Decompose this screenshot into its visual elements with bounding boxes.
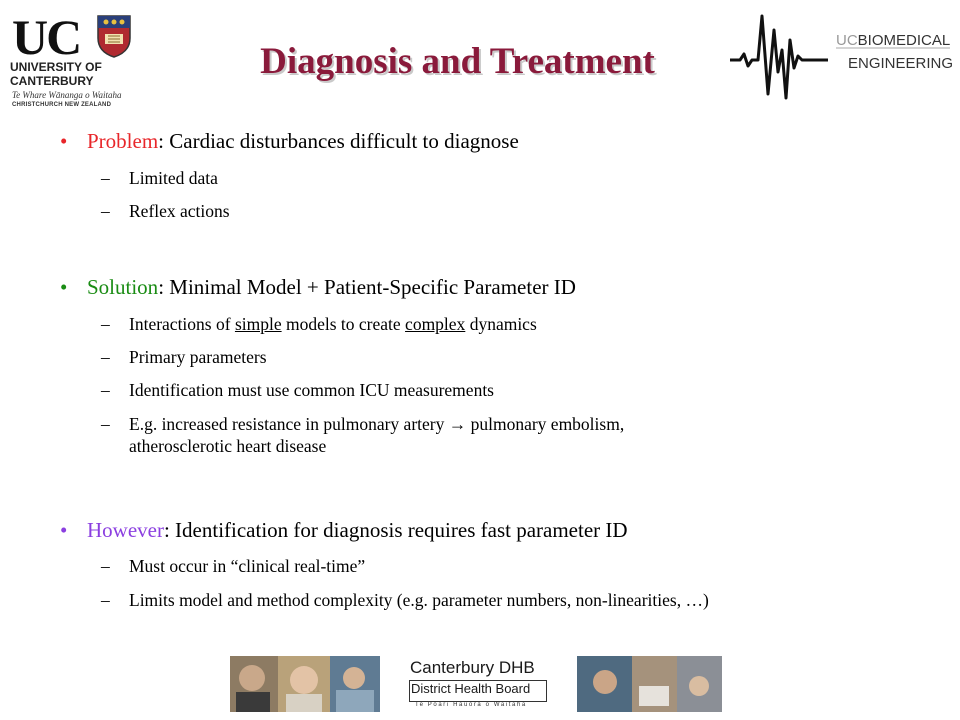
dhb-subtitle: District Health Board (411, 681, 531, 696)
sub-bullet-text: Must occur in “clinical real-time” (129, 556, 366, 576)
patients-photo-right (577, 656, 722, 712)
dash: – (101, 314, 110, 334)
uc-logo-maori: Te Whare Wānanga o Waitaha (12, 90, 122, 100)
uc-logo-city: CHRISTCHURCH NEW ZEALAND (12, 102, 112, 108)
bullet-rest: : Minimal Model + Patient-Specific Parameter ID (158, 275, 576, 299)
sub-bullet-text: Limited data (129, 168, 218, 188)
dash: – (101, 347, 110, 367)
bme-logo-line1 (836, 32, 950, 49)
dash: – (101, 380, 110, 400)
bullet-dot: • (60, 275, 68, 299)
canterbury-dhb-logo (405, 656, 549, 712)
keyword-solution: Solution (87, 275, 159, 299)
bme-logo-biomedical: BIOMEDICAL (857, 32, 951, 49)
sub-bullet-text: Limits model and method complexity (e.g. parameter numbers, non-linearities, …) (129, 590, 709, 610)
slide-title: Diagnosis and Treatment (260, 41, 655, 82)
uc-logo-name: UNIVERSITY OF CANTERBURY (10, 60, 102, 88)
bullet-dot: • (60, 518, 68, 542)
dash: – (101, 556, 110, 576)
text-part: Interactions of (129, 314, 235, 334)
sub-bullet-text: Identification must use common ICU measurements (129, 380, 494, 400)
underlined-complex: complex (405, 314, 466, 334)
sub-bullet-text (129, 313, 537, 335)
patients-photo-left (230, 656, 380, 712)
bullet-text (87, 275, 576, 299)
text-part: models to create (281, 314, 406, 334)
bullet-dot: • (60, 129, 68, 153)
sub-bullet-text (129, 413, 624, 457)
text-part: pulmonary embolism, (466, 414, 625, 434)
biomedical-engineering-logo (728, 10, 953, 102)
bullet-rest: : Cardiac disturbances difficult to diagnose (158, 129, 519, 153)
bme-logo-line2: ENGINEERING (848, 55, 954, 72)
text-part: atherosclerotic heart disease (129, 436, 327, 456)
bme-logo-uc: UC (836, 32, 858, 49)
dash: – (101, 414, 110, 434)
sub-bullet-text: Primary parameters (129, 347, 267, 367)
keyword-however: However (87, 518, 164, 542)
dash: – (101, 168, 110, 188)
text-part: dynamics (465, 314, 537, 334)
keyword-problem: Problem (87, 129, 159, 153)
dash: – (101, 590, 110, 610)
bullet-text (87, 129, 519, 153)
sub-bullet-text: Reflex actions (129, 201, 230, 221)
underlined-simple: simple (234, 314, 282, 334)
right-arrow-icon: → (448, 414, 467, 434)
dash: – (101, 201, 110, 221)
dhb-maori: Te Poari Hauora o Waitaha (415, 702, 527, 708)
bullet-text (87, 518, 628, 542)
uc-logo-letters: UC (12, 9, 81, 65)
bullet-rest: : Identification for diagnosis requires fast parameter ID (163, 518, 628, 542)
dhb-name: Canterbury DHB (410, 658, 535, 677)
text-part: E.g. increased resistance in pulmonary artery (129, 414, 449, 434)
